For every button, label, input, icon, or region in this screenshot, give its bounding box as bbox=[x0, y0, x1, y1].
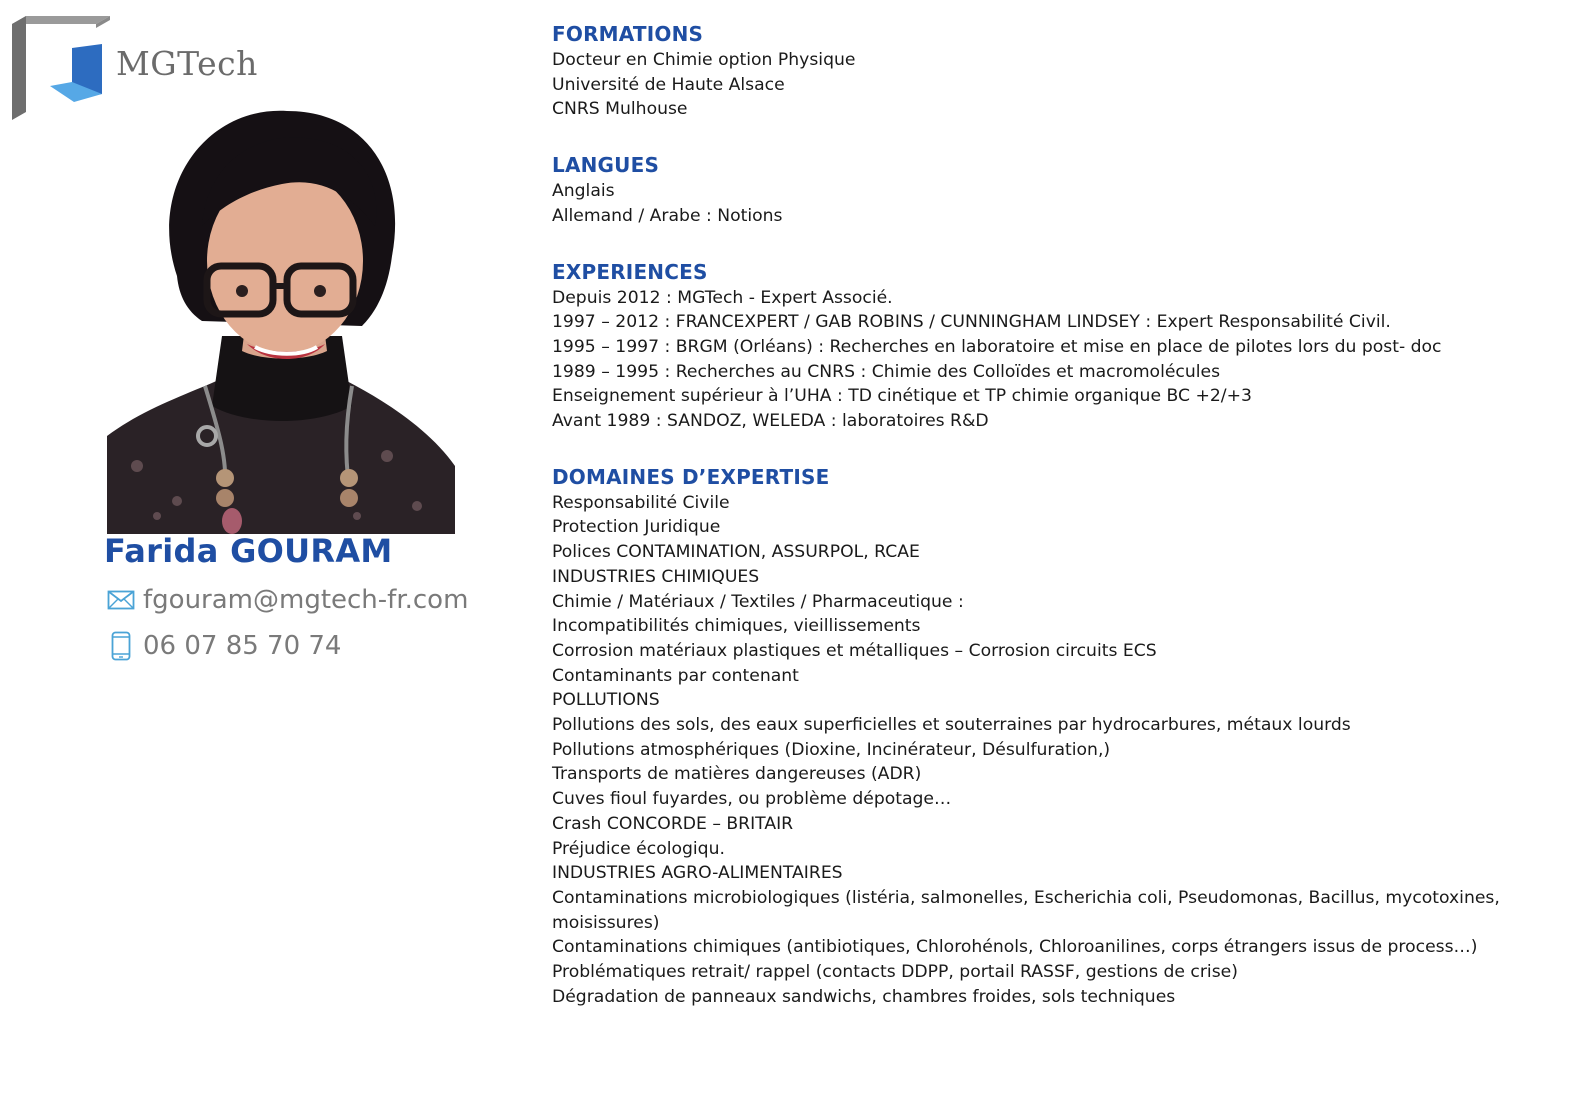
text-line: Préjudice écologiqu. bbox=[552, 838, 725, 859]
text-line: 1997 – 2012 : FRANCEXPERT / GAB ROBINS / CUNNINGHAM LINDSEY : Expert Responsabilité Civil. bbox=[552, 312, 1391, 333]
text-line: Polices CONTAMINATION, ASSURPOL, RCAE bbox=[552, 542, 920, 563]
text-line: Corrosion matériaux plastiques et métalliques – Corrosion circuits ECS bbox=[552, 640, 1157, 661]
text-line: Anglais bbox=[552, 181, 615, 202]
text-line: Pollutions des sols, des eaux superficielles et souterraines par hydrocarbures, métaux lourds bbox=[552, 715, 1351, 736]
text-line: 1989 – 1995 : Recherches au CNRS : Chimie des Colloïdes et macromolécules bbox=[552, 361, 1221, 382]
smartphone-icon bbox=[106, 629, 136, 663]
text-line: Incompatibilités chimiques, vieillissements bbox=[552, 616, 921, 637]
text-line: POLLUTIONS bbox=[552, 690, 660, 711]
section-formations bbox=[552, 20, 1552, 122]
mail-envelope-icon bbox=[106, 583, 136, 617]
section-heading-domaines: DOMAINES D’EXPERTISE bbox=[552, 464, 830, 489]
text-line: Crash CONCORDE – BRITAIR bbox=[552, 813, 794, 834]
text-line: Chimie / Matériaux / Textiles / Pharmaceutique : bbox=[552, 591, 964, 612]
section-lines-formations bbox=[552, 48, 1552, 122]
section-heading-experiences: EXPERIENCES bbox=[552, 259, 708, 284]
text-line: Avant 1989 : SANDOZ, WELEDA : laboratoires R&D bbox=[552, 411, 989, 432]
section-experiences bbox=[552, 258, 1552, 434]
text-line: Université de Haute Alsace bbox=[552, 74, 785, 95]
text-line: Cuves fioul fuyardes, ou problème dépotage… bbox=[552, 789, 952, 810]
text-line: Protection Juridique bbox=[552, 517, 721, 538]
person-name: Farida GOURAM bbox=[104, 532, 393, 570]
section-heading-langues: LANGUES bbox=[552, 153, 660, 178]
text-line: Contaminants par contenant bbox=[552, 665, 799, 686]
text-line: Contaminations chimiques (antibiotiques, Chlorohénols, Chloroanilines, corps étrangers issus de process…) bbox=[552, 937, 1478, 958]
text-line: INDUSTRIES AGRO-ALIMENTAIRES bbox=[552, 863, 843, 884]
cv-content bbox=[552, 20, 1552, 1039]
mgtech-logo-mark bbox=[12, 16, 122, 120]
email-row bbox=[106, 582, 468, 618]
text-line: Enseignement supérieur à l’UHA : TD cinétique et TP chimie organique BC +2/+3 bbox=[552, 386, 1252, 407]
phone-row bbox=[106, 628, 341, 664]
section-heading-formations: FORMATIONS bbox=[552, 22, 704, 46]
portrait-photo bbox=[107, 106, 455, 534]
section-domaines bbox=[552, 463, 1552, 1010]
text-line: Docteur en Chimie option Physique bbox=[552, 50, 856, 70]
text-line: Depuis 2012 : MGTech - Expert Associé. bbox=[552, 287, 893, 308]
text-line: Transports de matières dangereuses (ADR) bbox=[552, 764, 922, 785]
phone-number[interactable]: 06 07 85 70 74 bbox=[143, 631, 342, 661]
text-line: CNRS Mulhouse bbox=[552, 99, 688, 120]
text-line: Dégradation de panneaux sandwichs, chambres froides, sols techniques bbox=[552, 986, 1176, 1007]
text-line: INDUSTRIES CHIMIQUES bbox=[552, 566, 760, 587]
text-line: Contaminations microbiologiques (listéria, salmonelles, Escherichia coli, Pseudomonas, Bacillus, mycotoxines, moisissures) bbox=[552, 887, 1500, 933]
text-line: Pollutions atmosphériques (Dioxine, Incinérateur, Désulfuration,) bbox=[552, 739, 1111, 760]
section-lines-experiences bbox=[552, 286, 1552, 434]
mgtech-logo-text: MGTech bbox=[116, 44, 258, 83]
section-lines-langues bbox=[552, 179, 1552, 228]
text-line: 1995 – 1997 : BRGM (Orléans) : Recherches en laboratoire et mise en place de pilotes lors du post- doc bbox=[552, 336, 1442, 357]
text-line: Problématiques retrait/ rappel (contacts DDPP, portail RASSF, gestions de crise) bbox=[552, 962, 1238, 983]
email-address[interactable]: fgouram@mgtech-fr.com bbox=[143, 585, 469, 615]
section-lines-domaines bbox=[552, 491, 1552, 1010]
section-langues bbox=[552, 151, 1552, 228]
text-line: Responsabilité Civile bbox=[552, 492, 730, 513]
text-line: Allemand / Arabe : Notions bbox=[552, 205, 783, 226]
